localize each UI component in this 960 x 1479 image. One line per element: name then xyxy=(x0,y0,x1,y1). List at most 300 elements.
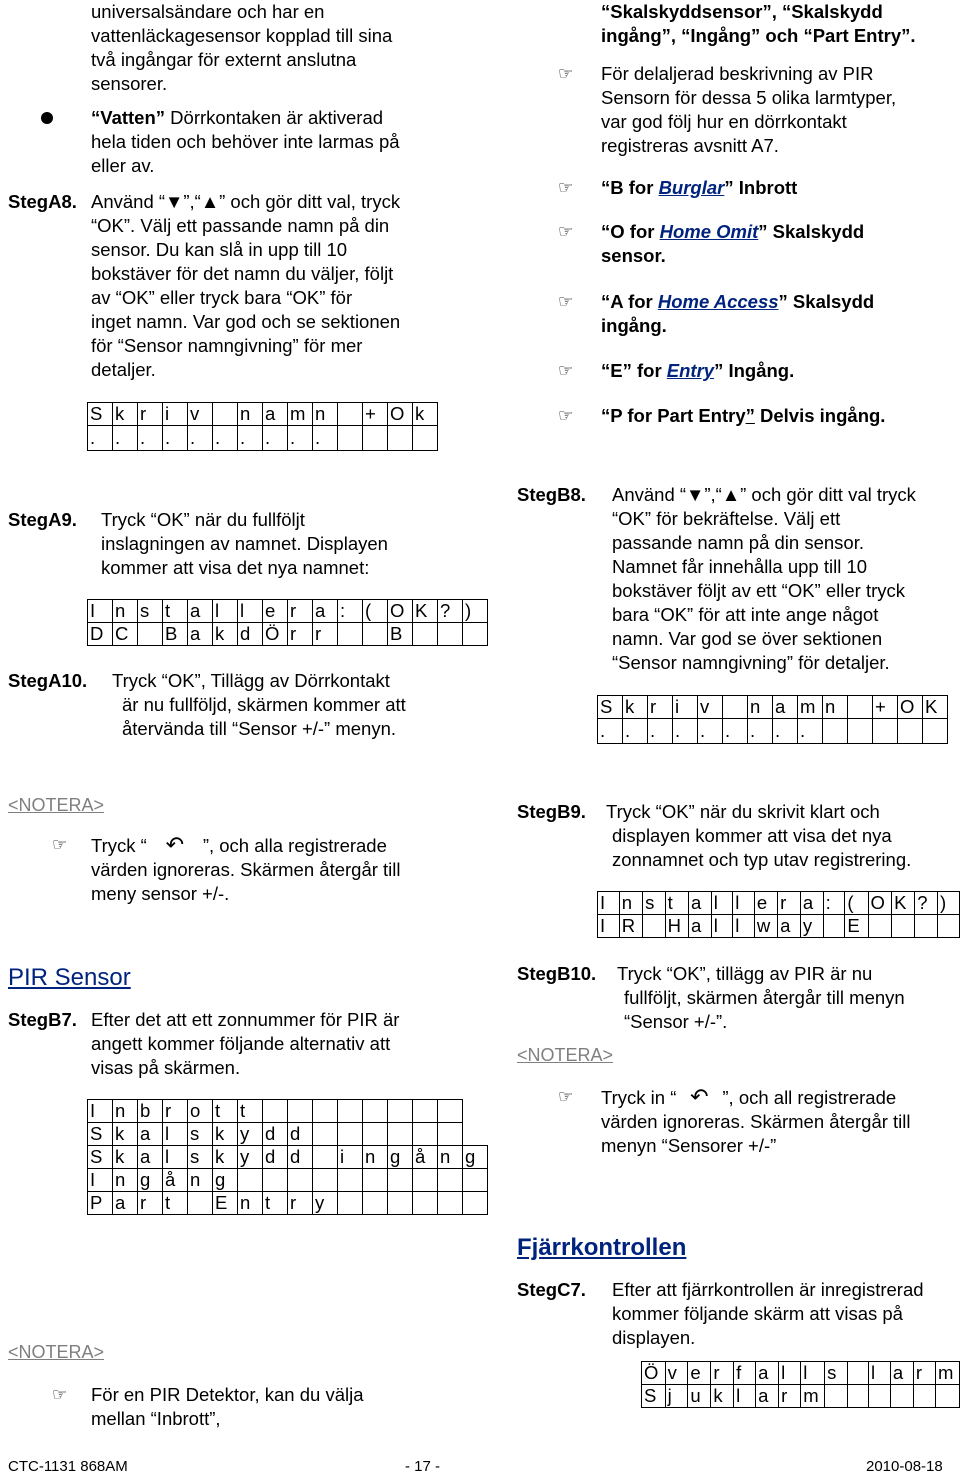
type-text: “O for xyxy=(601,221,660,242)
footer-page-number: - 17 - xyxy=(405,1458,441,1475)
lcd-cell xyxy=(313,1169,338,1192)
lcd-cell: d xyxy=(238,623,263,646)
step-line: är nu fullföljd, skärmen kommer att xyxy=(122,694,406,715)
type-text: ” xyxy=(745,405,755,426)
hand-pointer-icon: ☞ xyxy=(558,178,574,198)
lcd-cell: ? xyxy=(438,600,463,623)
lcd-cell xyxy=(388,1100,413,1123)
desc-line: Sensorn för dessa 5 olika larmtyper, xyxy=(601,87,897,108)
step-line: Använd “▼”,“▲” och gör ditt val tryck xyxy=(612,484,916,505)
intro-line: ingång”, “Ingång” och “Part Entry”. xyxy=(601,25,916,46)
lcd-cell: . xyxy=(673,719,698,744)
lcd-cell: l xyxy=(779,1362,801,1385)
lcd-cell xyxy=(438,623,463,646)
type-link[interactable]: Burglar xyxy=(658,177,725,198)
lcd-row xyxy=(88,600,488,623)
lcd-cell xyxy=(288,1169,313,1192)
lcd-display xyxy=(87,402,438,451)
lcd-cell: ) xyxy=(463,600,488,623)
step-line: Tryck “OK” när du skrivit klart och xyxy=(606,801,880,822)
lcd-cell xyxy=(363,1100,388,1123)
note-line: mellan “Inbrott”, xyxy=(91,1408,221,1429)
lcd-cell: r xyxy=(163,1100,188,1123)
lcd-cell xyxy=(923,719,948,744)
lcd-cell: S xyxy=(88,1146,113,1169)
lcd-row xyxy=(88,403,438,426)
lcd-cell: n xyxy=(188,1169,213,1192)
lcd-cell xyxy=(238,1169,263,1192)
lcd-cell: n xyxy=(238,1192,263,1215)
lcd-cell: n xyxy=(748,696,773,719)
lcd-cell: t xyxy=(263,1192,288,1215)
type-text: sensor. xyxy=(601,245,666,266)
lcd-cell: v xyxy=(665,1362,688,1385)
step-b7-text xyxy=(91,1008,471,1080)
lcd-cell xyxy=(868,915,892,938)
lcd-cell: n xyxy=(238,403,263,426)
intro-line: universalsändare och har en xyxy=(91,1,325,22)
lcd-cell: K xyxy=(923,696,948,719)
hand-pointer-icon: ☞ xyxy=(52,835,68,855)
hand-pointer-icon: ☞ xyxy=(558,406,574,426)
lcd-cell xyxy=(388,1192,413,1215)
lcd-cell xyxy=(848,719,873,744)
lcd-cell: ) xyxy=(937,892,959,915)
note-text xyxy=(91,833,471,906)
step-a9-text xyxy=(101,508,471,580)
lcd-cell: a xyxy=(800,892,823,915)
lcd-row xyxy=(642,1385,960,1408)
lcd-cell: l xyxy=(238,600,263,623)
lcd-cell: . xyxy=(313,426,338,451)
lcd-cell: y xyxy=(313,1192,338,1215)
lcd-cell xyxy=(413,1169,438,1192)
lcd-cell: I xyxy=(88,600,113,623)
lcd-cell: . xyxy=(138,426,163,451)
type-text: “E” for xyxy=(601,360,667,381)
lcd-cell: B xyxy=(163,623,188,646)
lcd-cell: a xyxy=(263,403,288,426)
type-text: ” Ingång. xyxy=(714,360,795,381)
step-line: fullföljt, skärmen återgår till menyn xyxy=(624,987,905,1008)
lcd-cell: l xyxy=(213,600,238,623)
desc-line: För delaljerad beskrivning av PIR xyxy=(601,63,874,84)
step-line: Tryck “OK”, tillägg av PIR är nu xyxy=(617,963,873,984)
lcd-cell xyxy=(338,426,363,451)
lcd-cell: . xyxy=(113,426,138,451)
lcd-cell: å xyxy=(413,1146,438,1169)
back-arrow-icon: ↶ xyxy=(690,1084,709,1109)
lcd-cell: S xyxy=(598,696,623,719)
lcd-cell xyxy=(823,719,848,744)
note-text-part: ”, och alla registrerade xyxy=(202,835,387,856)
lcd-row xyxy=(598,719,948,744)
intro-text xyxy=(91,0,471,96)
step-line: “OK” för bekräftelse. Välj ett xyxy=(612,508,841,529)
lcd-cell xyxy=(438,1192,463,1215)
lcd-cell xyxy=(363,1192,388,1215)
lcd-row xyxy=(88,1169,488,1192)
lcd-cell: E xyxy=(845,915,868,938)
alarm-type-home-omit xyxy=(601,220,864,268)
vatten-line: eller av. xyxy=(91,155,155,176)
lcd-cell: k xyxy=(711,1385,734,1408)
lcd-cell: S xyxy=(88,1123,113,1146)
note-text-part: ”, och all registrerade xyxy=(722,1087,897,1108)
section-heading: Fjärrkontrollen xyxy=(517,1234,687,1261)
step-line: återvända till “Sensor +/-” menyn. xyxy=(122,718,397,739)
lcd-cell xyxy=(936,1385,960,1408)
lcd-cell xyxy=(463,623,488,646)
step-line: Efter att fjärrkontrollen är inregistrerad xyxy=(612,1279,924,1300)
lcd-cell: f xyxy=(734,1362,756,1385)
note-line: värden ignoreras. Skärmen återgår till xyxy=(91,859,401,880)
note-text xyxy=(601,1085,956,1158)
lcd-cell: a xyxy=(188,600,213,623)
step-b9-text xyxy=(606,800,956,872)
type-text: ” Inbrott xyxy=(724,177,798,198)
lcd-cell: t xyxy=(238,1100,263,1123)
lcd-cell: å xyxy=(163,1169,188,1192)
vatten-text: Dörrkontaken är aktiverad xyxy=(165,107,384,128)
lcd-cell: r xyxy=(288,1192,313,1215)
lcd-display xyxy=(87,1099,488,1215)
lcd-cell: O xyxy=(898,696,923,719)
lcd-row xyxy=(88,1100,488,1123)
lcd-cell: s xyxy=(188,1146,213,1169)
step-line: kommer att visa det nya namnet: xyxy=(101,557,370,578)
lcd-cell: r xyxy=(138,403,163,426)
lcd-cell: a xyxy=(313,600,338,623)
note-label: <NOTERA> xyxy=(517,1045,614,1065)
lcd-cell: r xyxy=(648,696,673,719)
type-text: “B for xyxy=(601,177,659,198)
lcd-cell xyxy=(438,1100,463,1123)
type-link[interactable]: Entry xyxy=(666,360,715,381)
lcd-cell: l xyxy=(801,1362,825,1385)
lcd-cell: k xyxy=(213,1123,238,1146)
lcd-cell: D xyxy=(88,623,113,646)
back-arrow-icon: ↶ xyxy=(165,832,185,857)
step-label: StegC7. xyxy=(517,1279,586,1300)
lcd-cell: l xyxy=(733,892,755,915)
step-line: sensor. Du kan slå in upp till 10 xyxy=(91,239,348,260)
alarm-types-intro xyxy=(601,0,956,48)
step-b10-text xyxy=(617,962,957,1034)
lcd-cell: . xyxy=(698,719,723,744)
lcd-cell: P xyxy=(88,1192,113,1215)
lcd-cell xyxy=(847,1362,868,1385)
lcd-cell: s xyxy=(825,1362,848,1385)
lcd-display xyxy=(641,1361,960,1408)
vatten-label: “Vatten” xyxy=(91,107,166,128)
lcd-cell: H xyxy=(665,915,688,938)
lcd-cell: v xyxy=(188,403,213,426)
step-line: av “OK” eller tryck bara “OK” för xyxy=(91,287,353,308)
hand-pointer-icon: ☞ xyxy=(558,361,574,381)
lcd-cell: . xyxy=(288,426,313,451)
lcd-cell: g xyxy=(213,1169,238,1192)
lcd-cell xyxy=(438,1169,463,1192)
lcd-cell: a xyxy=(756,1385,779,1408)
alarm-type-burglar xyxy=(601,176,797,200)
alarm-type-home-access xyxy=(601,290,874,338)
step-line: Tryck “OK”, Tillägg av Dörrkontakt xyxy=(112,670,390,691)
lcd-cell xyxy=(363,1169,388,1192)
lcd-cell: : xyxy=(338,600,363,623)
lcd-cell xyxy=(313,1146,338,1169)
lcd-cell: l xyxy=(733,915,755,938)
lcd-cell xyxy=(338,403,363,426)
lcd-row xyxy=(598,696,948,719)
step-line: kommer följande skärm att visas på xyxy=(612,1303,903,1324)
lcd-row xyxy=(642,1362,960,1385)
lcd-cell: a xyxy=(756,1362,779,1385)
lcd-cell: t xyxy=(163,600,188,623)
step-label: StegA9. xyxy=(8,509,77,530)
lcd-row xyxy=(88,426,438,451)
lcd-cell xyxy=(363,623,388,646)
lcd-row xyxy=(598,892,960,915)
bullet-icon xyxy=(41,112,53,124)
lcd-cell xyxy=(363,1123,388,1146)
lcd-cell xyxy=(263,1100,288,1123)
lcd-cell: e xyxy=(263,600,288,623)
lcd-cell xyxy=(338,1100,363,1123)
desc-line: var god följ hur en dörrkontakt xyxy=(601,111,847,132)
lcd-cell: s xyxy=(188,1123,213,1146)
lcd-cell xyxy=(848,696,873,719)
hand-pointer-icon: ☞ xyxy=(558,222,574,242)
step-line: displayen. xyxy=(612,1327,696,1348)
lcd-cell: l xyxy=(711,892,733,915)
lcd-cell: i xyxy=(163,403,188,426)
type-text: “P for Part Entry xyxy=(601,405,746,426)
alarm-type-entry xyxy=(601,359,794,383)
lcd-cell: k xyxy=(113,1146,138,1169)
lcd-cell: . xyxy=(263,426,288,451)
lcd-cell xyxy=(892,915,915,938)
step-line: “Sensor namngivning” för detaljer. xyxy=(612,652,890,673)
lcd-cell: i xyxy=(673,696,698,719)
lcd-cell: y xyxy=(800,915,823,938)
lcd-cell: r xyxy=(711,1362,734,1385)
lcd-cell: K xyxy=(413,600,438,623)
step-label: StegB7. xyxy=(8,1009,77,1030)
lcd-cell: k xyxy=(113,1123,138,1146)
lcd-cell: a xyxy=(773,696,798,719)
lcd-cell: a xyxy=(688,915,711,938)
lcd-cell: + xyxy=(363,403,388,426)
step-label: StegB8. xyxy=(517,484,586,505)
lcd-cell xyxy=(413,1123,438,1146)
type-link[interactable]: Home Omit xyxy=(659,221,759,242)
desc-line: registreras avsnitt A7. xyxy=(601,135,779,156)
lcd-row xyxy=(88,1123,488,1146)
lcd-display xyxy=(597,695,948,744)
lcd-cell: d xyxy=(288,1123,313,1146)
lcd-cell xyxy=(413,623,438,646)
lcd-cell xyxy=(388,426,413,451)
lcd-cell: a xyxy=(138,1146,163,1169)
lcd-cell xyxy=(338,623,363,646)
lcd-cell: I xyxy=(88,1169,113,1192)
type-text: ” Skalskydd xyxy=(758,221,865,242)
lcd-cell: i xyxy=(338,1146,363,1169)
lcd-cell: O xyxy=(388,600,413,623)
step-a8-text xyxy=(91,190,471,382)
lcd-cell: . xyxy=(773,719,798,744)
step-label: StegA8. xyxy=(8,191,77,212)
lcd-cell: O xyxy=(868,892,892,915)
step-line: detaljer. xyxy=(91,359,156,380)
lcd-row xyxy=(88,1146,488,1169)
lcd-cell xyxy=(825,1385,848,1408)
lcd-cell: n xyxy=(438,1146,463,1169)
lcd-cell: k xyxy=(113,403,138,426)
lcd-cell xyxy=(463,1169,488,1192)
lcd-cell: y xyxy=(238,1123,263,1146)
lcd-cell: + xyxy=(873,696,898,719)
lcd-cell: j xyxy=(665,1385,688,1408)
lcd-cell xyxy=(463,1192,488,1215)
lcd-cell: s xyxy=(643,892,666,915)
lcd-cell: ( xyxy=(363,600,388,623)
type-text: ingång. xyxy=(601,315,667,336)
lcd-cell: a xyxy=(188,623,213,646)
vatten-line: hela tiden och behöver inte larmas på xyxy=(91,131,400,152)
lcd-cell xyxy=(388,1169,413,1192)
step-label: StegB10. xyxy=(517,963,597,984)
intro-line: två ingångar för externt anslutna xyxy=(91,49,357,70)
lcd-cell: r xyxy=(778,892,801,915)
lcd-cell: r xyxy=(913,1362,935,1385)
lcd-cell: s xyxy=(138,600,163,623)
step-line: bokstäver följt av ett “OK” eller tryck xyxy=(612,580,906,601)
lcd-cell: ? xyxy=(915,892,938,915)
note-line: För en PIR Detektor, kan du välja xyxy=(91,1384,364,1405)
lcd-cell: n xyxy=(113,1169,138,1192)
lcd-cell: R xyxy=(619,915,642,938)
step-line: “OK”. Välj ett passande namn på din xyxy=(91,215,390,236)
lcd-cell xyxy=(915,915,938,938)
lcd-cell: a xyxy=(113,1192,138,1215)
lcd-cell xyxy=(890,1385,913,1408)
lcd-cell: a xyxy=(778,915,801,938)
lcd-cell xyxy=(363,426,388,451)
footer-doc-id: CTC-1131 868AM xyxy=(8,1458,128,1475)
lcd-display xyxy=(87,599,488,646)
lcd-cell: m xyxy=(801,1385,825,1408)
lcd-cell: r xyxy=(138,1192,163,1215)
lcd-cell xyxy=(643,915,666,938)
lcd-row xyxy=(88,1192,488,1215)
step-line: bara “OK” för att inte ange något xyxy=(612,604,879,625)
lcd-cell: . xyxy=(213,426,238,451)
lcd-cell: Ö xyxy=(642,1362,666,1385)
step-line: passande namn på din sensor. xyxy=(612,532,864,553)
lcd-cell: E xyxy=(213,1192,238,1215)
lcd-cell: C xyxy=(113,623,138,646)
lcd-cell: t xyxy=(213,1100,238,1123)
lcd-cell: I xyxy=(598,892,620,915)
step-b8-text xyxy=(612,483,957,675)
lcd-cell xyxy=(138,623,163,646)
lcd-cell: n xyxy=(363,1146,388,1169)
lcd-cell: d xyxy=(263,1123,288,1146)
lcd-cell: o xyxy=(188,1100,213,1123)
lcd-cell xyxy=(438,1123,463,1146)
lcd-cell xyxy=(413,426,438,451)
lcd-cell xyxy=(873,719,898,744)
lcd-cell: . xyxy=(723,719,748,744)
lcd-cell xyxy=(413,1192,438,1215)
type-text: Delvis ingång. xyxy=(754,405,886,426)
note-text-part: Tryck “ xyxy=(91,835,147,856)
type-text: “A for xyxy=(601,291,658,312)
vatten-paragraph xyxy=(91,106,471,178)
lcd-cell: K xyxy=(892,892,915,915)
lcd-cell: g xyxy=(138,1169,163,1192)
step-label: StegB9. xyxy=(517,801,586,822)
lcd-cell: n xyxy=(619,892,642,915)
lcd-cell xyxy=(213,403,238,426)
lcd-cell: O xyxy=(388,403,413,426)
lcd-cell xyxy=(898,719,923,744)
lcd-cell: ( xyxy=(845,892,868,915)
lcd-cell: a xyxy=(890,1362,913,1385)
lcd-cell xyxy=(263,1169,288,1192)
lcd-cell: u xyxy=(688,1385,711,1408)
lcd-cell: t xyxy=(665,892,688,915)
step-line: namn. Var god se över sektionen xyxy=(612,628,883,649)
lcd-cell: y xyxy=(238,1146,263,1169)
step-line: bokstäver för det namn du väljer, följt xyxy=(91,263,394,284)
type-link[interactable]: Home Access xyxy=(657,291,779,312)
lcd-cell: t xyxy=(163,1192,188,1215)
note-label: <NOTERA> xyxy=(8,795,105,815)
lcd-cell: k xyxy=(413,403,438,426)
step-c7-text xyxy=(612,1278,960,1350)
lcd-cell: Ö xyxy=(263,623,288,646)
lcd-cell xyxy=(338,1123,363,1146)
lcd-cell xyxy=(823,915,845,938)
note-line: värden ignoreras. Skärmen återgår till xyxy=(601,1111,911,1132)
step-line: zonnamnet och typ utav registrering. xyxy=(612,849,912,870)
lcd-cell xyxy=(937,915,959,938)
lcd-cell: : xyxy=(823,892,845,915)
lcd-cell: b xyxy=(138,1100,163,1123)
lcd-cell: w xyxy=(754,915,777,938)
lcd-cell: B xyxy=(388,623,413,646)
lcd-cell: k xyxy=(213,1146,238,1169)
lcd-cell: l xyxy=(163,1146,188,1169)
lcd-cell xyxy=(313,1100,338,1123)
lcd-cell: v xyxy=(698,696,723,719)
lcd-cell: n xyxy=(313,403,338,426)
lcd-cell xyxy=(723,696,748,719)
lcd-cell xyxy=(313,1123,338,1146)
hand-pointer-icon: ☞ xyxy=(558,1087,574,1107)
step-line: Använd “▼”,“▲” och gör ditt val, tryck xyxy=(91,191,401,212)
lcd-cell: d xyxy=(288,1146,313,1169)
lcd-cell: I xyxy=(598,915,620,938)
lcd-cell: . xyxy=(623,719,648,744)
note-line: menyn “Sensorer +/-” xyxy=(601,1135,777,1156)
lcd-display xyxy=(597,891,960,938)
lcd-cell xyxy=(847,1385,868,1408)
lcd-cell xyxy=(413,1100,438,1123)
